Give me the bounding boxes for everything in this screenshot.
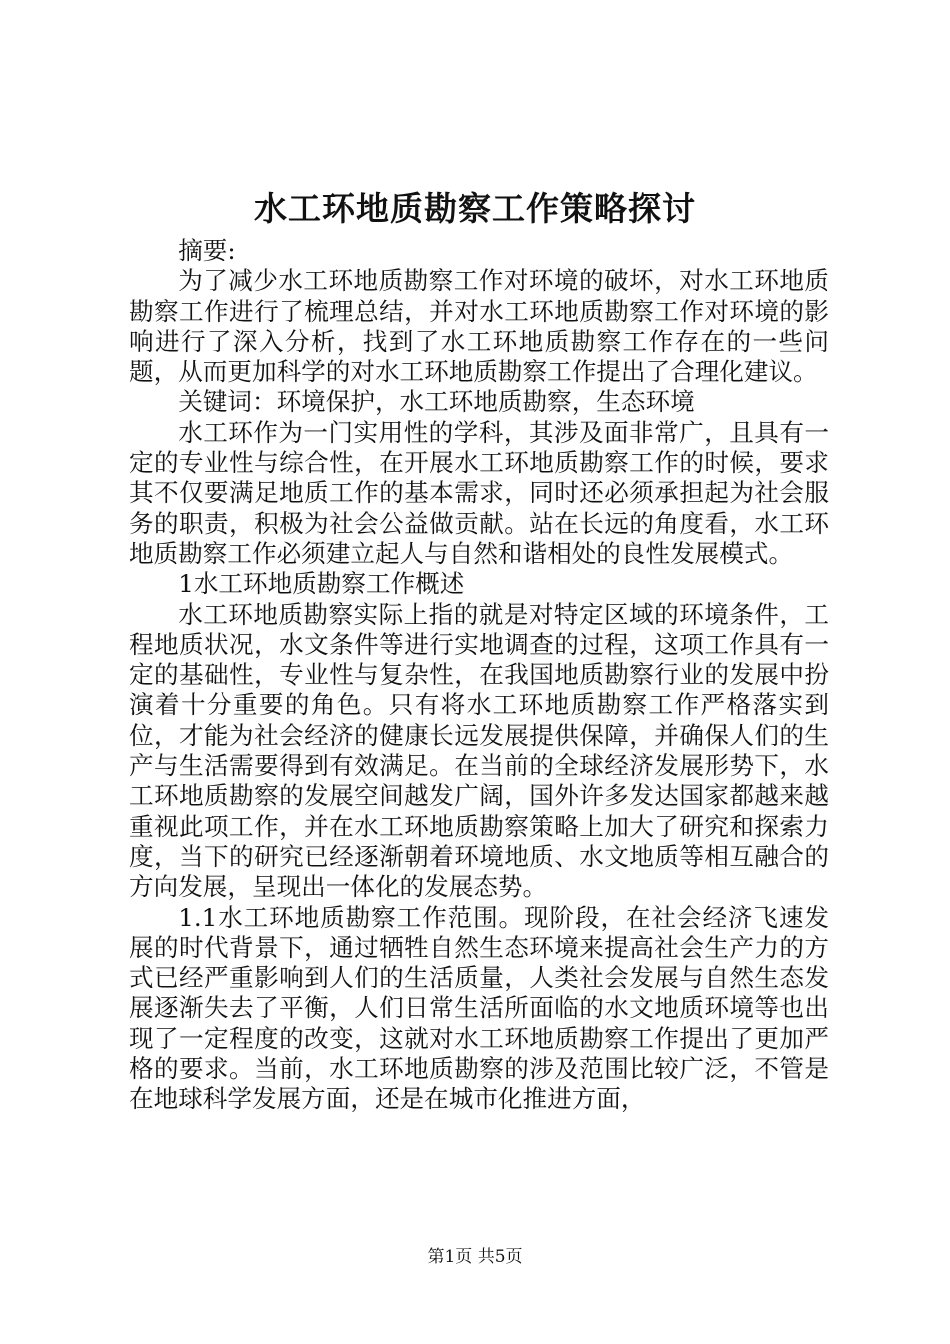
document-title: 水工环地质勘察工作策略探讨 (254, 189, 696, 228)
section-heading-1: 1水工环地质勘察工作概述 (178, 569, 465, 599)
abstract-paragraph: 为了减少水工环地质勘察工作对环境的破坏，对水工环地质勘察工作进行了梳理总结，并对水工环地质勘察工作对环境的影响进行了深入分析，找到了水工环地质勘察工作存在的一些问题，从而更加科学的对水工环地质勘察工作提出了合理化建议。 (129, 266, 829, 387)
document-body (129, 236, 829, 1115)
section-1-paragraph: 水工环地质勘察实际上指的就是对特定区域的环境条件，工程地质状况，水文条件等进行实地调查的过程，这项工作具有一定的基础性，专业性与复杂性，在我国地质勘察行业的发展中扮演着十分重要的角色。只有将水工环地质勘察工作严格落实到位，才能为社会经济的健康长远发展提供保障，并确保人们的生产与生活需要得到有效满足。在当前的全球经济发展形势下，水工环地质勘察的发展空间越发广阔，国外许多发达国家都越来越重视此项工作，并在水工环地质勘察策略上加大了研究和探索力度，当下的研究已经逐渐朝着环境地质、水文地质等相互融合的方向发展，呈现出一体化的发展态势。 (129, 599, 829, 902)
abstract-heading: 摘要: (178, 236, 236, 265)
section-1-1-paragraph: 1.1水工环地质勘察工作范围。现阶段，在社会经济飞速发展的时代背景下，通过牺牲自然生态环境来提高社会生产力的方式已经严重影响到人们的生活质量，人类社会发展与自然生态发展逐渐失去了平衡，人们日常生活所面临的水文地质环境等也出现了一定程度的改变，这就对水工环地质勘察工作提出了更加严格的要求。当前，水工环地质勘察的涉及范围比较广泛，不管是在地球科学发展方面，还是在城市化推进方面， (129, 902, 829, 1114)
page-footer: 第1页 共5页 (427, 1247, 523, 1267)
intro-paragraph: 水工环作为一门实用性的学科，其涉及面非常广，且具有一定的专业性与综合性，在开展水工环地质勘察工作的时候，要求其不仅要满足地质工作的基本需求，同时还必须承担起为社会服务的职责，积极为社会公益做贡献。站在长远的角度看，水工环地质勘察工作必须建立起人与自然和谐相处的良性发展模式。 (129, 417, 829, 568)
keywords-line: 关键词：环境保护，水工环地质勘察，生态环境 (178, 387, 695, 417)
